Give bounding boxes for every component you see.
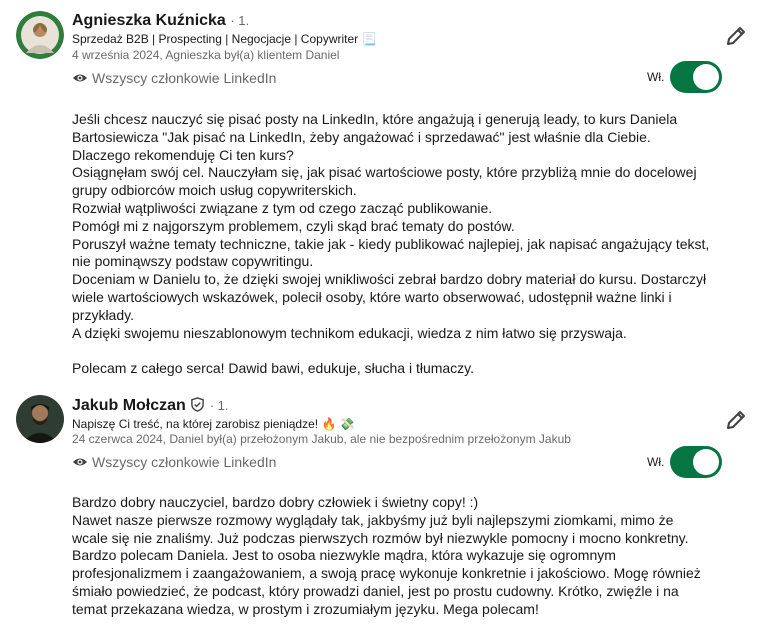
eye-icon (72, 454, 88, 470)
paragraph: Pomógł mi z najgorszym problemem, czyli skąd brać tematy do postów. (72, 217, 515, 234)
visibility-label: Wszyscy członkowie LinkedIn (92, 70, 277, 86)
toggle-knob (693, 64, 719, 90)
paragraph-spacer (72, 342, 712, 360)
avatar[interactable] (16, 395, 64, 443)
recommendation-text (72, 494, 712, 619)
edit-button[interactable] (724, 408, 748, 432)
connection-degree: · 1. (209, 398, 229, 413)
paragraph: Osiągnęłam swój cel. Nauczyłam się, jak pisać wartościowe posty, które przybliżą mnie do docelowej grupy odbiorców moich usług copywriterskich. (72, 164, 697, 199)
recommendation-card (0, 380, 763, 629)
edit-button[interactable] (724, 24, 748, 48)
pencil-icon (724, 408, 748, 432)
display-toggle-group (647, 446, 722, 478)
visibility-label: Wszyscy członkowie LinkedIn (92, 454, 277, 470)
visibility-setting[interactable] (72, 70, 276, 86)
paragraph: Nawet nasze pierwsze rozmowy wyglądały tak, jakbyśmy już byli najlepszymi ziomkami, mimo że wcale się nie znaliśmy. Już podczas pierwszych rozmów był niezwykle pomocny i mocno konkretny. Bardzo polecam Daniela. Jest to osoba niezwykle mądra, która wykazuje się ogromnym profesjonalizmem i zaangażowaniem, a swoją pracę wykonuje konkretnie i jakościowo. Mogę również śmiało powiedzieć, że podcast, który prowadzi daniel, jest po prostu cudowny. Krótko, zwięźle i na temat przekazana wiedza, w prostym i zrozumiałym języku. Mega polecam! (72, 511, 701, 617)
paragraph: Doceniam w Danielu to, że dzięki swojej wnikliwości zebrał bardzo dobry materiał do kursu. Dostarczył wiele wartościowych wskazówek, polecił osoby, które warto obserwować, udostępnił ważne linki i przykłady. (72, 271, 707, 323)
paragraph: Rozwiał wątpliwości związane z tym od czego zacząć publikowanie. (72, 199, 493, 216)
recommendation-text (72, 111, 712, 378)
eye-icon (72, 70, 88, 86)
verified-shield-icon (190, 397, 205, 412)
person-headline: Sprzedaż B2B | Prospecting | Negocjacje | Copywriter 📃 (72, 32, 377, 46)
paragraph: Poruszył ważne tematy techniczne, takie jak - kiedy publikować najlepiej, jak napisać angażujący tekst, nie pominąwszy podstaw copywritingu. (72, 235, 710, 270)
recommendation-meta: 4 września 2024, Agnieszka był(a) klientem Daniel (72, 48, 340, 62)
visibility-setting[interactable] (72, 454, 276, 470)
paragraph: Polecam z całego serca! Dawid bawi, edukuje, słucha i tłumaczy. (72, 360, 475, 377)
recommendation-meta: 24 czerwca 2024, Daniel był(a) przełożonym Jakub, ale nie bezpośrednim przełożonym Jakub (72, 432, 571, 446)
display-toggle-group (647, 61, 722, 93)
toggle-label: Wł. (647, 70, 665, 84)
paragraph: Dlaczego rekomenduję Ci ten kurs? (72, 146, 294, 163)
avatar[interactable] (16, 11, 64, 59)
toggle-knob (693, 449, 719, 475)
pencil-icon (724, 24, 748, 48)
person-name[interactable]: Jakub Mołczan (72, 397, 186, 414)
display-toggle[interactable] (670, 61, 722, 93)
person-name[interactable]: Agnieszka Kuźnicka (72, 12, 226, 29)
toggle-label: Wł. (647, 455, 665, 469)
connection-degree: · 1. (230, 13, 250, 28)
paragraph: A dzięki swojemu nieszablonowym technikom edukacji, wiedza z nim łatwo się przyswaja. (72, 324, 627, 341)
paragraph: Bardzo dobry nauczyciel, bardzo dobry człowiek i świetny copy! :) (72, 494, 479, 510)
person-headline: Napiszę Ci treść, na której zarobisz pieniądze! 🔥 💸 (72, 417, 355, 431)
display-toggle[interactable] (670, 446, 722, 478)
paragraph: Jeśli chcesz nauczyć się pisać posty na LinkedIn, które angażują i generują leady, to kurs Daniela Bartosiewicza "Jak pisać na LinkedIn, żeby angażować i sprzedawać" jest właśnie dla Ciebie. (72, 111, 678, 145)
